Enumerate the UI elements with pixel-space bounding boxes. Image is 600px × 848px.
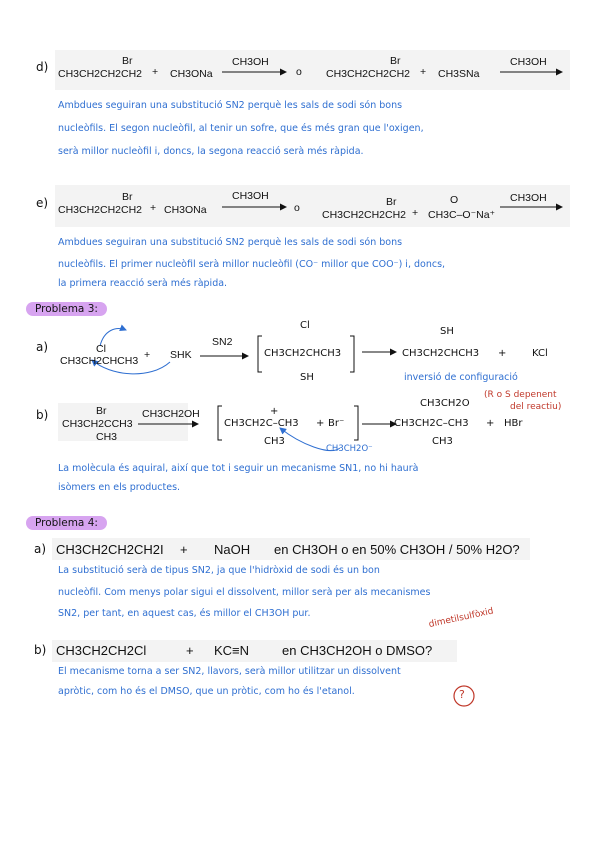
note-line: La molècula és aquiral, així que tot i seguir un mecanisme SN1, no hi haurà — [58, 463, 419, 474]
plus-sign: + — [180, 542, 188, 557]
product-substituent: CH3CH2O — [420, 398, 470, 409]
solvent-label: CH3OH — [510, 56, 547, 68]
plus-sign: + — [150, 202, 157, 214]
item-label-a: a) — [36, 340, 49, 354]
reactant-formula: CH3CH2CH2CH2I — [56, 542, 164, 557]
note-line: la primera reacció serà més ràpida. — [58, 278, 228, 289]
annotation-red: (R o S depenent — [484, 390, 557, 400]
plus-sign: + — [420, 66, 427, 78]
transition-state: CH3CH2CHCH3 — [264, 348, 342, 359]
byproduct-formula: HBr — [504, 418, 523, 429]
reagent-formula: CH3ONa — [164, 204, 207, 216]
plus-sign: + — [412, 207, 419, 219]
item-label-b: b) — [34, 643, 47, 657]
solvent-label: CH3OH — [510, 192, 547, 204]
substituent: Cl — [96, 343, 106, 355]
product-formula: CH3CH2CHCH3 — [402, 348, 480, 359]
solvent-label: CH3OH — [232, 56, 269, 68]
plus-sign: + — [498, 348, 507, 359]
note-line: apròtic, com ho és el DMSO, que un pròtic, com ho és l'etanol. — [58, 686, 355, 697]
plus-sign: + — [316, 418, 325, 429]
note-line: nucleòfil. Com menys polar sigui el dissolvent, millor serà per als mecanismes — [58, 587, 431, 598]
condition-question: en CH3OH o en 50% CH3OH / 50% H2O? — [274, 542, 520, 557]
substituent: Br — [386, 196, 397, 208]
substituent: CH3 — [264, 436, 285, 447]
product-formula: CH3CH2C–CH3 — [394, 418, 469, 429]
annotation-red: del reactiu) — [510, 402, 562, 412]
item-label-e: e) — [36, 196, 49, 210]
reactant-formula: CH3CH2CH2CH2 — [326, 68, 411, 80]
substituent: Br — [122, 191, 133, 203]
note-line: SN2, per tant, en aquest cas, és millor el CH3OH pur. — [58, 608, 311, 619]
note-line: La substitució serà de tipus SN2, ja que l'hidròxid de sodi és un bon — [58, 565, 380, 576]
reagent-formula: CH3SNa — [438, 68, 480, 80]
reactant-formula: CH3CH2CH2CH2 — [58, 68, 143, 80]
item-label-d: d) — [36, 60, 49, 74]
reagent-formula: CH3C–O⁻Na⁺ — [428, 209, 496, 221]
byproduct-formula: KCl — [532, 348, 548, 359]
item-label-a: a) — [34, 542, 47, 556]
product-substituent: SH — [440, 326, 454, 337]
note-line: El mecanisme torna a ser SN2, llavors, serà millor utilitzar un dissolvent — [58, 666, 401, 677]
problem-3-tag: Problema 3: — [26, 302, 107, 316]
or-word: o — [296, 66, 302, 78]
reagent-formula: CH3ONa — [170, 68, 213, 80]
plus-sign: + — [486, 418, 495, 429]
ts-substituent: Cl — [300, 320, 310, 331]
or-word: o — [294, 202, 300, 214]
reactant-formula: CH3CH2CCH3 — [62, 418, 133, 430]
reactant-formula: CH3CH2CH2CH2 — [58, 204, 143, 216]
note-line: serà millor nucleòfil i, doncs, la segona reacció serà més ràpida. — [58, 146, 364, 157]
substituent: CH3 — [432, 436, 453, 447]
reactant-formula: CH3CH2CH2CH2 — [322, 209, 407, 221]
bromide-ion: Br⁻ — [328, 418, 345, 429]
positive-charge: + — [270, 406, 279, 417]
substituent: CH3 — [96, 431, 118, 443]
note-line: nucleòfils. El segon nucleòfil, al tenir un sofre, que és més gran que l'oxigen, — [58, 123, 424, 134]
ts-substituent: SH — [300, 372, 314, 383]
note-line: inversió de configuració — [404, 372, 518, 383]
reactant-formula: CH3CH2CHCH3 — [60, 355, 139, 367]
condition-question: en CH3CH2OH o DMSO? — [282, 643, 433, 658]
annotation-red: dimetilsulfòxid — [427, 606, 495, 630]
arrow-label: CH3CH2OH — [142, 408, 200, 420]
note-line: nucleòfils. El primer nucleòfil serà millor nucleòfil (CO⁻ millor que COO⁻) i, doncs, — [58, 259, 446, 270]
solvent-label: CH3OH — [232, 190, 269, 202]
reagent-formula: SHK — [170, 349, 192, 361]
note-line: isòmers en els productes. — [58, 482, 181, 493]
question-mark: ? — [459, 688, 465, 701]
item-label-b: b) — [36, 408, 49, 422]
plus-sign: + — [152, 66, 159, 78]
carbocation: CH3CH2C–CH3 — [224, 418, 299, 429]
problem-4-tag: Problema 4: — [26, 516, 107, 530]
nucleophile-label: CH3CH2O⁻ — [326, 444, 373, 454]
reactant-formula: CH3CH2CH2Cl — [56, 643, 147, 658]
note-line: Ambdues seguiran una substitució SN2 perquè les sals de sodi són bons — [58, 237, 403, 248]
reagent-formula: KC≡N — [214, 643, 250, 658]
arrow-label: SN2 — [212, 336, 233, 348]
substituent: Br — [390, 55, 401, 67]
carbonyl-oxygen: O — [450, 194, 459, 206]
reagent-formula: NaOH — [214, 542, 251, 557]
plus-sign: + — [186, 643, 194, 658]
note-line: Ambdues seguiran una substitució SN2 perquè les sals de sodi són bons — [58, 100, 403, 111]
substituent: Br — [96, 405, 107, 417]
plus-sign: + — [144, 349, 151, 361]
substituent: Br — [122, 55, 133, 67]
